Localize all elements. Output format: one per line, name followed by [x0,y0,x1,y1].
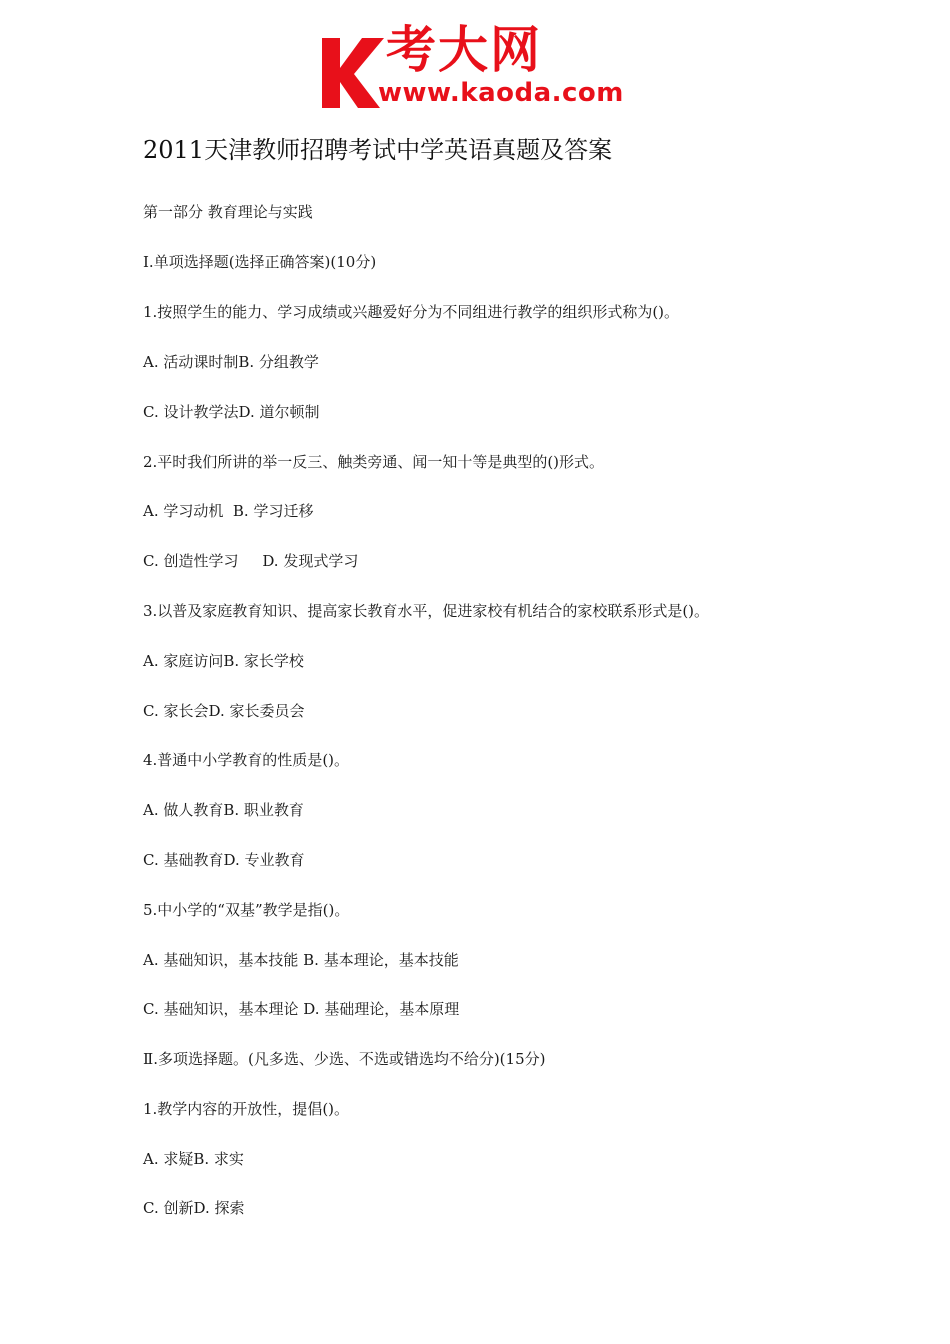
question-text: 5.中小学的“双基”教学是指()。 [143,901,350,919]
question-text: 1.教学内容的开放性，提倡()。 [143,1100,350,1118]
question-text: 1.按照学生的能力、学习成绩或兴趣爱好分为不同组进行教学的组织形式称为()。 [143,303,680,321]
question-text: 3.以普及家庭教育知识、提高家长教育水平，促进家校有机结合的家校联系形式是()。 [143,602,710,620]
answer-options: C. 基础教育D. 专业教育 [143,851,305,869]
answer-options: A. 学习动机 B. 学习迁移 [143,502,314,520]
answer-options: C. 创造性学习 D. 发现式学习 [143,552,359,570]
answer-options: C. 基础知识，基本理论 D. 基础理论，基本原理 [143,1000,460,1018]
answer-options: A. 基础知识，基本技能 B. 基本理论，基本技能 [143,951,459,969]
logo-chinese-text: 考大网 [386,21,542,79]
answer-options: A. 求疑B. 求实 [143,1150,244,1168]
section-heading: 第一部分 教育理论与实践 [143,203,313,221]
answer-options: C. 创新D. 探索 [143,1199,245,1217]
document-title: 2011天津教师招聘考试中学英语真题及答案 [143,136,613,164]
question-text: 4.普通中小学教育的性质是()。 [143,751,350,769]
kaoda-logo [318,21,640,112]
question-group-heading: Ⅰ.单项选择题(选择正确答案)(10分) [143,253,377,271]
answer-options: C. 家长会D. 家长委员会 [143,702,305,720]
answer-options: A. 家庭访问B. 家长学校 [143,652,304,670]
question-text: 2.平时我们所讲的举一反三、触类旁通、闻一知十等是典型的()形式。 [143,453,605,471]
answer-options: A. 做人教育B. 职业教育 [143,801,304,819]
answer-options: A. 活动课时制B. 分组教学 [143,353,319,371]
logo-url-text: www.kaoda.com [378,78,624,108]
answer-options: C. 设计教学法D. 道尔顿制 [143,403,320,421]
question-group-heading: Ⅱ.多项选择题。(凡多选、少选、不选或错选均不给分)(15分) [143,1050,546,1068]
